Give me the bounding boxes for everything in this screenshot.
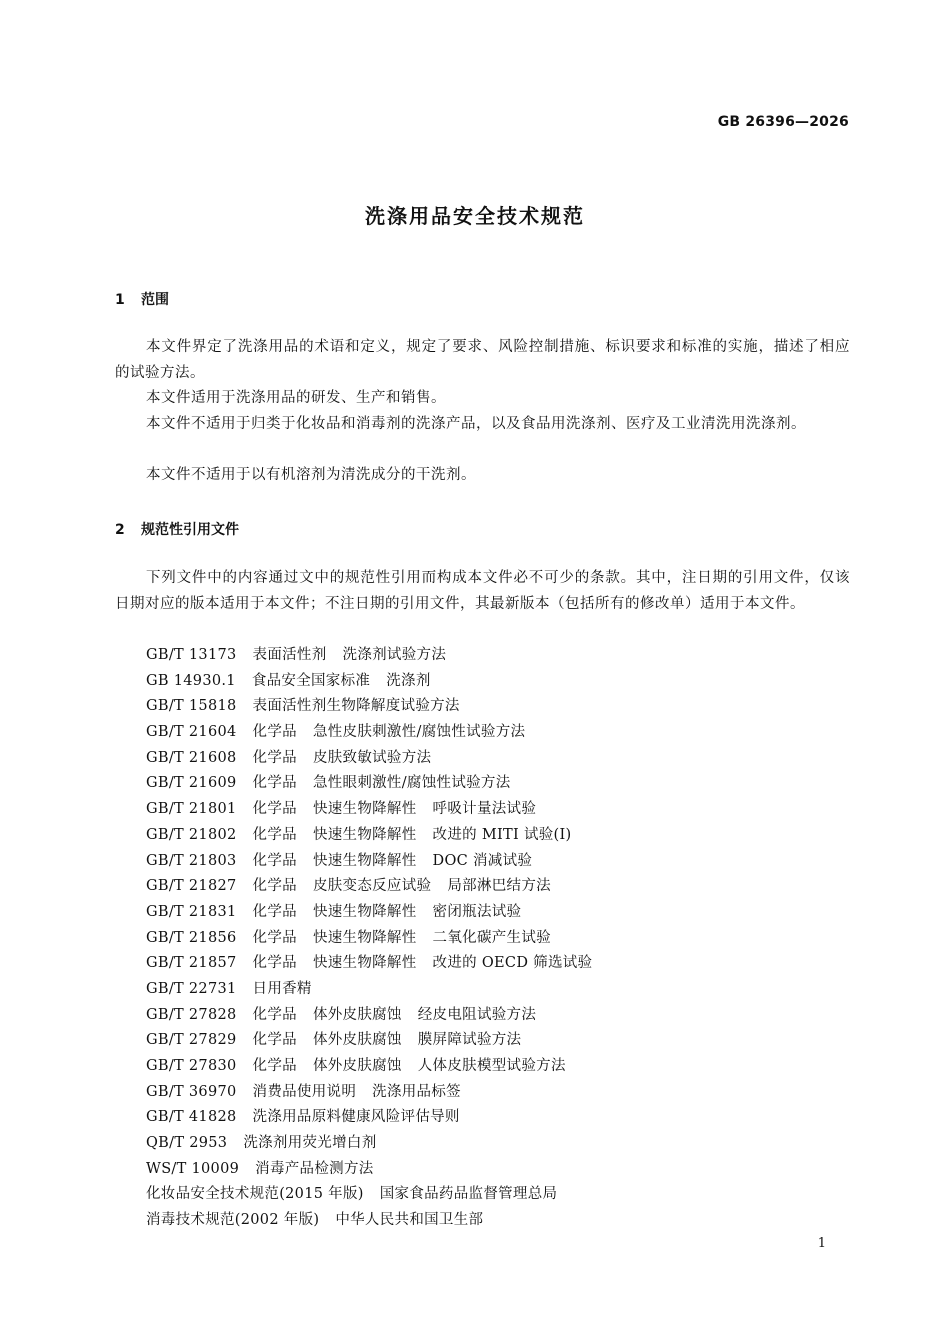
reference-title-part: 快速生物降解性: [312, 929, 417, 946]
section-title: 规范性引用文件: [141, 522, 239, 538]
reference-title-part: 急性皮肤刺激性/腐蚀性试验方法: [312, 724, 526, 741]
reference-code: GB/T 21856: [146, 929, 237, 946]
reference-code: GB/T 27828: [146, 1006, 237, 1023]
section-number: 1: [115, 292, 125, 308]
reference-title-part: DOC 消减试验: [432, 852, 533, 869]
reference-title-part: 人体皮肤模型试验方法: [417, 1058, 566, 1074]
reference-code: GB/T 21608: [146, 749, 237, 766]
reference-title-part: 化学品: [252, 929, 297, 946]
reference-item: [146, 669, 608, 695]
reference-title-part: 中华人民共和国卫生部: [335, 1212, 484, 1229]
reference-item: [146, 1028, 608, 1054]
reference-title-part: 体外皮肤腐蚀: [312, 1006, 402, 1023]
reference-title-part: 二氧化碳产生试验: [432, 929, 551, 946]
reference-code: GB 14930.1: [146, 672, 236, 689]
reference-code: GB/T 21604: [146, 724, 237, 741]
reference-title-part: 日用香精: [252, 980, 312, 997]
reference-code: GB/T 15818: [146, 698, 237, 715]
reference-code: QB/T 2953: [146, 1135, 228, 1152]
reference-code: GB/T 21801: [146, 801, 237, 818]
reference-item: [146, 1131, 608, 1157]
reference-title-part: 经皮电阻试验方法: [417, 1006, 537, 1023]
reference-title-part: 皮肤变态反应试验: [312, 878, 432, 895]
reference-title-part: 化学品: [252, 775, 297, 792]
reference-title-part: 局部淋巴结方法: [447, 878, 551, 895]
section-1-heading: [115, 289, 169, 309]
scope-paragraph: 本文件适用于洗涤用品的研发、生产和销售。: [146, 390, 446, 406]
reference-item: [146, 694, 608, 720]
reference-title-part: 化学品: [252, 724, 297, 741]
reference-item: [146, 1003, 608, 1029]
reference-item: [146, 977, 608, 1003]
reference-title-part: 化学品: [252, 826, 297, 843]
reference-code: GB/T 21827: [146, 878, 237, 895]
scope-paragraph: 本文件界定了洗涤用品的术语和定义，规定了要求、风险控制措施、标识要求和标准的实施，描述了相应的试验方法。: [115, 339, 850, 381]
reference-title-part: 密闭瓶法试验: [432, 903, 522, 920]
reference-title-part: 改进的 MITI 试验(I): [432, 826, 572, 843]
reference-title-part: 食品安全国家标准: [251, 672, 371, 689]
reference-item: [146, 1080, 608, 1106]
reference-title-part: 化学品: [252, 852, 297, 869]
reference-code: GB/T 21857: [146, 955, 237, 972]
reference-code: 化妆品安全技术规范(2015 年版): [146, 1186, 364, 1203]
document-title: 洗涤用品安全技术规范: [365, 204, 585, 228]
scope-paragraph: 本文件不适用于以有机溶剂为清洗成分的干洗剂。: [146, 467, 476, 483]
reference-title-part: 表面活性剂生物降解度试验方法: [252, 698, 460, 715]
reference-title-part: 快速生物降解性: [312, 826, 417, 843]
standard-code: GB 26396—2026: [717, 114, 849, 130]
reference-title-part: 化学品: [252, 955, 297, 972]
reference-list: [146, 643, 608, 1234]
reference-title-part: 化学品: [252, 878, 297, 895]
reference-title-part: 改进的 OECD 筛选试验: [432, 955, 593, 972]
section-number: 2: [115, 522, 125, 538]
reference-title-part: 呼吸计量法试验: [432, 801, 537, 818]
reference-title-part: 急性眼刺激性/腐蚀性试验方法: [312, 775, 511, 792]
section-title: 范围: [141, 292, 169, 308]
reference-title-part: 洗涤剂试验方法: [342, 647, 447, 663]
reference-code: GB/T 41828: [146, 1109, 237, 1126]
reference-title-part: 洗涤用品标签: [372, 1083, 461, 1100]
reference-item: [146, 643, 608, 669]
reference-title-part: 快速生物降解性: [312, 955, 417, 972]
reference-item: [146, 1105, 608, 1131]
reference-item: [146, 1054, 608, 1080]
reference-code: GB/T 21803: [146, 852, 237, 869]
reference-title-part: 体外皮肤腐蚀: [312, 1058, 402, 1074]
reference-title-part: 洗涤剂用荧光增白剂: [243, 1135, 377, 1152]
reference-title-part: 快速生物降解性: [312, 852, 417, 869]
reference-item: [146, 1182, 608, 1208]
reference-item: [146, 849, 608, 875]
reference-item: [146, 926, 608, 952]
reference-code: GB/T 13173: [146, 647, 237, 663]
reference-title-part: 化学品: [252, 801, 297, 818]
reference-title-part: 化学品: [252, 1032, 297, 1049]
reference-title-part: 体外皮肤腐蚀: [312, 1032, 402, 1049]
reference-code: GB/T 21831: [146, 903, 237, 920]
reference-code: GB/T 27830: [146, 1058, 237, 1074]
reference-item: [146, 1208, 608, 1234]
reference-code: GB/T 22731: [146, 980, 237, 997]
page-number: 1: [817, 1236, 826, 1251]
reference-title-part: 化学品: [252, 903, 297, 920]
reference-item: [146, 900, 608, 926]
reference-item: [146, 771, 608, 797]
normative-references-intro: 下列文件中的内容通过文中的规范性引用而构成本文件必不可少的条款。其中，注日期的引用文件，仅该日期对应的版本适用于本文件；不注日期的引用文件，其最新版本（包括所有的修改单）适用于本文件。: [115, 570, 850, 612]
reference-title-part: 消毒产品检测方法: [255, 1160, 374, 1177]
reference-title-part: 国家食品药品监督管理总局: [379, 1186, 558, 1203]
reference-item: [146, 1157, 608, 1183]
reference-title-part: 皮肤致敏试验方法: [312, 749, 432, 766]
reference-title-part: 消费品使用说明: [252, 1083, 357, 1100]
reference-item: [146, 797, 608, 823]
reference-item: [146, 874, 608, 900]
reference-code: GB/T 21609: [146, 775, 237, 792]
reference-title-part: 快速生物降解性: [312, 801, 417, 818]
reference-title-part: 膜屏障试验方法: [417, 1032, 522, 1049]
reference-item: [146, 746, 608, 772]
reference-item: [146, 951, 608, 977]
reference-title-part: 洗涤用品原料健康风险评估导则: [252, 1109, 460, 1126]
reference-code: GB/T 36970: [146, 1083, 237, 1100]
reference-title-part: 化学品: [252, 749, 297, 766]
reference-code: GB/T 21802: [146, 826, 237, 843]
reference-title-part: 化学品: [252, 1006, 297, 1023]
reference-code: GB/T 27829: [146, 1032, 237, 1049]
reference-title-part: 快速生物降解性: [312, 903, 417, 920]
reference-title-part: 洗涤剂: [386, 672, 431, 689]
reference-code: WS/T 10009: [146, 1160, 240, 1177]
reference-item: [146, 720, 608, 746]
reference-code: 消毒技术规范(2002 年版): [146, 1212, 320, 1229]
reference-title-part: 化学品: [252, 1058, 297, 1074]
reference-title-part: 表面活性剂: [252, 647, 327, 663]
section-2-heading: [115, 519, 239, 539]
reference-item: [146, 823, 608, 849]
scope-paragraph: 本文件不适用于归类于化妆品和消毒剂的洗涤产品，以及食品用洗涤剂、医疗及工业清洗用洗涤剂。: [146, 416, 806, 432]
